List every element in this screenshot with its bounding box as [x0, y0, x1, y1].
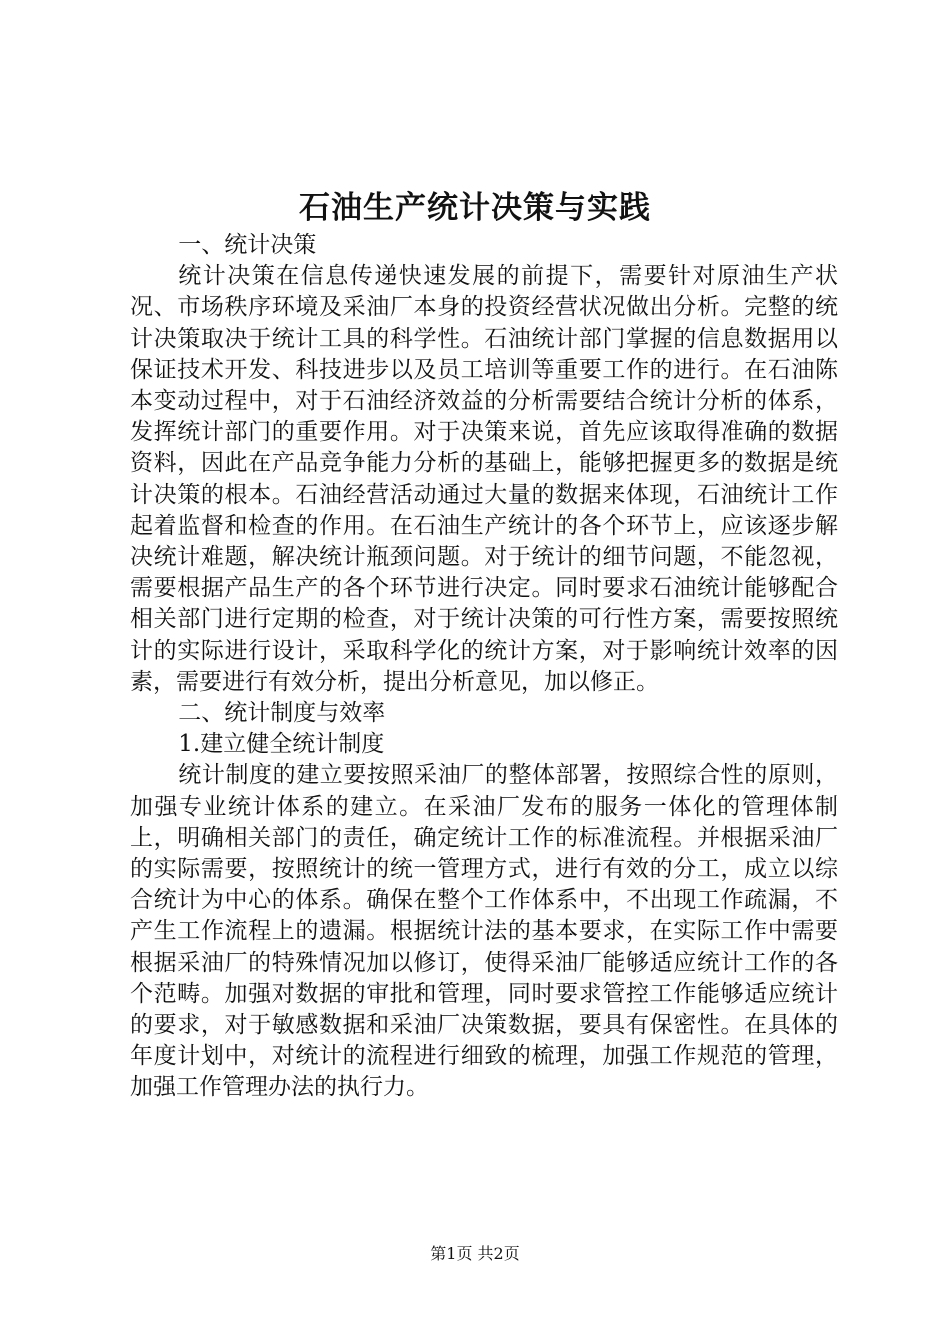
section-paragraph-1: 统计决策在信息传递快速发展的前提下，需要针对原油生产状况、市场秩序环境及采油厂本身的投资经营状况做出分析。完整的统计决策取决于统计工具的科学性。石油统计部门掌握的信息数据用以保证技术开发、科技进步以及员工培训等重要工作的进行。在石油陈本变动过程中，对于石油经济效益的分析需要结合统计分析的体系，发挥统计部门的重要作用。对于决策来说，首先应该取得准确的数据资料，因此在产品竞争能力分析的基础上，能够把握更多的数据是统计决策的根本。石油经营活动通过大量的数据来体现，石油统计工作起着监督和检查的作用。在石油生产统计的各个环节上，应该逐步解决统计难题，解决统计瓶颈问题。对于统计的细节问题，不能忽视，需要根据产品生产的各个环节进行决定。同时要求石油统计能够配合相关部门进行定期的检查，对于统计决策的可行性方案，需要按照统计的实际进行设计，采取科学化的统计方案，对于影响统计效率的因素，需要进行有效分析，提出分析意见，加以修正。 — [130, 263, 838, 695]
document-title: 石油生产统计决策与实践 — [299, 190, 651, 226]
section-heading-1: 一、统计决策 — [178, 232, 317, 258]
subsection-heading-1: 1.建立健全统计制度 — [178, 731, 385, 758]
subsection-paragraph-1: 统计制度的建立要按照采油厂的整体部署，按照综合性的原则，加强专业统计体系的建立。在采油厂发布的服务一体化的管理体制上，明确相关部门的责任，确定统计工作的标准流程。并根据采油厂的实际需要，按照统计的统一管理方式，进行有效的分工，成立以综合统计为中心的体系。确保在整个工作体系中，不出现工作疏漏，不产生工作流程上的遗漏。根据统计法的基本要求，在实际工作中需要根据采油厂的特殊情况加以修订，使得采油厂能够适应统计工作的各个范畴。加强对数据的审批和管理，同时要求管控工作能够适应统计的要求，对于敏感数据和采油厂决策数据，要具有保密性。在具体的年度计划中，对统计的流程进行细致的梳理，加强工作规范的管理，加强工作管理办法的执行力。 — [130, 762, 838, 1101]
page-footer: 第1页 共2页 — [430, 1244, 520, 1263]
section-heading-2: 二、统计制度与效率 — [178, 700, 386, 727]
document-body — [130, 230, 838, 1104]
